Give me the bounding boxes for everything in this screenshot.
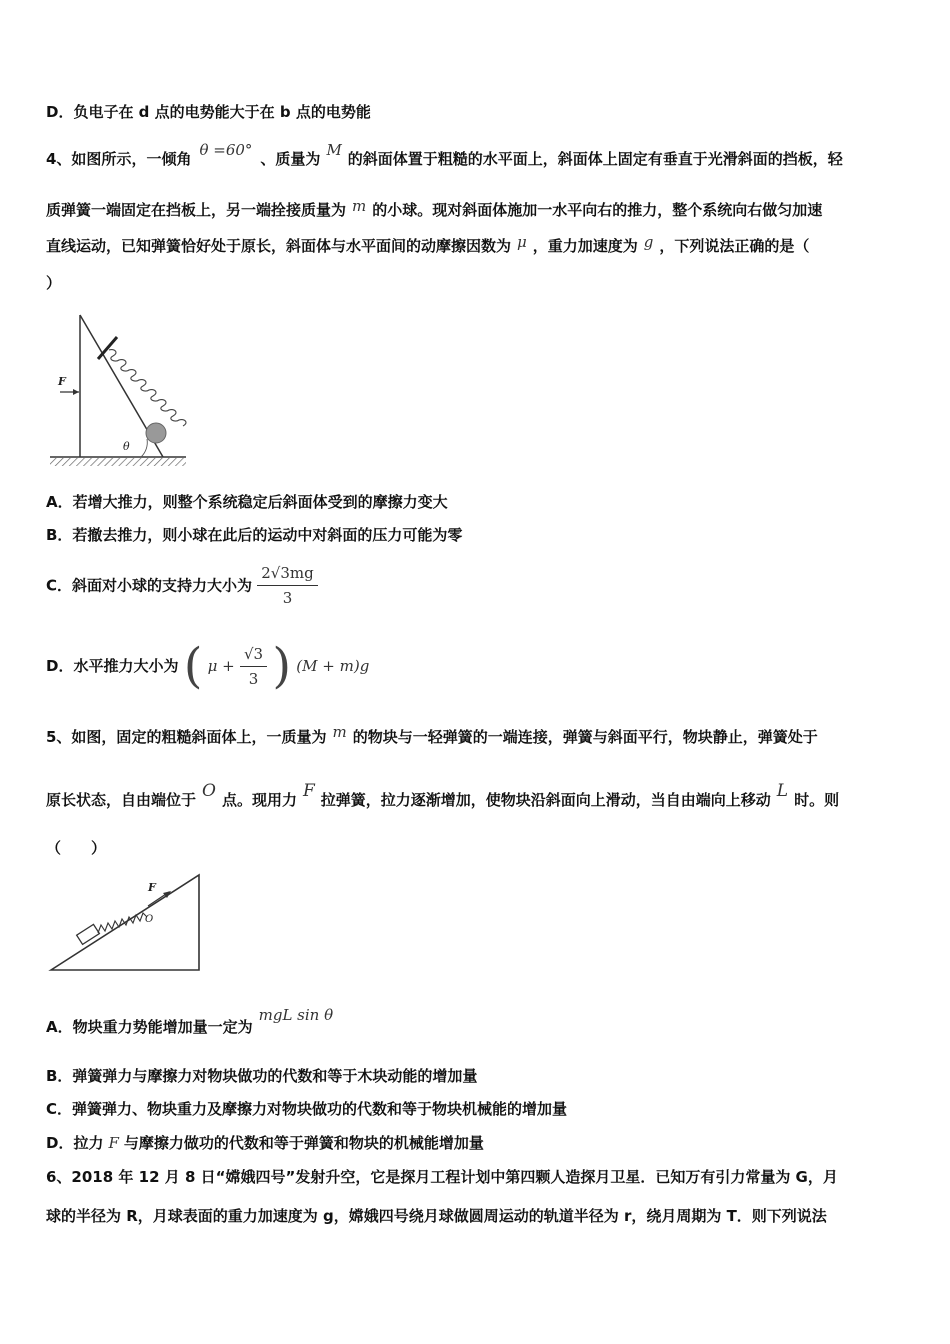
q4-figure: [46, 312, 191, 472]
q4-text: 直线运动，已知弹簧恰好处于原长，斜面体与水平面间的动摩擦因数为: [46, 237, 512, 255]
q4c-fraction: [257, 563, 317, 608]
q4-text: ，重力加速度为: [532, 237, 638, 255]
q4d-denominator: 3: [248, 669, 259, 688]
q4-g: g: [643, 233, 654, 251]
q5a-expr: mgL sin θ: [258, 1006, 334, 1024]
q4-text: 的小球。现对斜面体施加一水平向右的推力，整个系统向右做匀加速: [372, 201, 823, 219]
q3-option-d: D．负电子在 d 点的电势能大于在 b 点的电势能: [46, 103, 371, 121]
label-F: F: [58, 375, 66, 388]
q5-force-F: F: [302, 781, 315, 801]
q4-mass-M: M: [326, 141, 342, 159]
q4d-tail: (M + m)g: [296, 657, 370, 675]
q4-mu: μ: [517, 233, 527, 251]
ground: [50, 457, 186, 466]
q4-stem-line-2: [46, 199, 822, 221]
q4d-fraction: [240, 644, 267, 689]
q4-stem-line-1: [46, 141, 843, 170]
q5-stem-line-3: （ ）: [46, 839, 107, 857]
q5-point-O: O: [202, 781, 216, 801]
label-theta: θ: [123, 440, 130, 453]
q4-option-c: [46, 563, 318, 608]
q5-mass-m: m: [332, 723, 347, 741]
q4c-numerator: 2√3mg: [257, 563, 317, 586]
q5-option-a: [46, 1006, 334, 1036]
force-arrow: [60, 389, 79, 395]
q4d-mu: μ +: [207, 657, 235, 675]
q4c-denominator: 3: [282, 589, 293, 607]
q4-option-a: A．若增大推力，则整个系统稳定后斜面体受到的摩擦力变大: [46, 493, 448, 511]
q5-option-d: [46, 1132, 484, 1154]
q5-stem-line-1: [46, 723, 818, 748]
spring: [98, 913, 147, 933]
q4-stem-line-4: ）: [46, 274, 62, 292]
q4d-right-paren: ): [272, 638, 292, 694]
q5-text: 的物块与一轻弹簧的一端连接，弹簧与斜面平行，物块静止，弹簧处于: [352, 728, 818, 746]
q5d-force-F: F: [108, 1134, 119, 1152]
q5-length-L: L: [776, 781, 789, 801]
q4-text: 、质量为: [260, 150, 321, 168]
q5-figure: [48, 870, 203, 974]
q5-text: 拉弹簧，拉力逐渐增加，使物块沿斜面向上滑动，当自由端向上移动: [320, 791, 771, 809]
q4d-text: D．水平推力大小为: [46, 657, 179, 675]
q4-text: 质弹簧一端固定在挡板上，另一端拴接质量为: [46, 201, 347, 219]
incline: [51, 875, 199, 970]
q5-text: 时。则: [794, 791, 840, 809]
q4-text: ，下列说法正确的是（: [659, 237, 810, 255]
label-O: O: [145, 914, 154, 925]
q6-stem-line-1: 6、2018 年 12 月 8 日“嫦娥四号”发射升空，它是探月工程计划中第四颗人造探月卫星．已知万有引力常量为 G，月: [46, 1168, 838, 1186]
q5-option-c: C．弹簧弹力、物块重力及摩擦力对物块做功的代数和等于物块机械能的增加量: [46, 1100, 568, 1118]
q5-text: 原长状态，自由端位于: [46, 791, 197, 809]
q5-stem-line-2: [46, 781, 840, 811]
q5-option-b: B．弹簧弹力与摩擦力对物块做功的代数和等于木块动能的增加量: [46, 1067, 478, 1085]
q4-theta-expr: θ =60°: [199, 141, 253, 159]
q6-stem-line-2: 球的半径为 R，月球表面的重力加速度为 g，嫦娥四号绕月球做圆周运动的轨道半径为 r，绕月周期为 T．则下列说法: [46, 1207, 827, 1225]
q4d-left-paren: (: [183, 638, 203, 694]
q4-stem-line-3: [46, 235, 809, 257]
q4c-text: C．斜面对小球的支持力大小为: [46, 576, 253, 595]
q4-text: 的斜面体置于粗糙的水平面上，斜面体上固定有垂直于光滑斜面的挡板，轻: [347, 150, 843, 168]
q5d-text: D．拉力: [46, 1134, 104, 1152]
q4-text: 4、如图所示，一倾角: [46, 150, 192, 168]
label-F: F: [148, 881, 156, 894]
ball: [146, 423, 166, 443]
q5d-text: 与摩擦力做功的代数和等于弹簧和物块的机械能增加量: [123, 1134, 484, 1152]
q4-mass-m: m: [352, 197, 367, 215]
q4-option-d: [46, 638, 370, 694]
q4-option-b: B．若撤去推力，则小球在此后的运动中对斜面的压力可能为零: [46, 526, 463, 544]
q4d-numerator: √3: [240, 644, 267, 667]
angle-arc: [141, 439, 147, 457]
q5a-text: A．物块重力势能增加量一定为: [46, 1018, 253, 1036]
spring: [109, 350, 186, 426]
q5-text: 点。现用力: [221, 791, 297, 809]
q5-text: 5、如图，固定的粗糙斜面体上，一质量为: [46, 728, 327, 746]
